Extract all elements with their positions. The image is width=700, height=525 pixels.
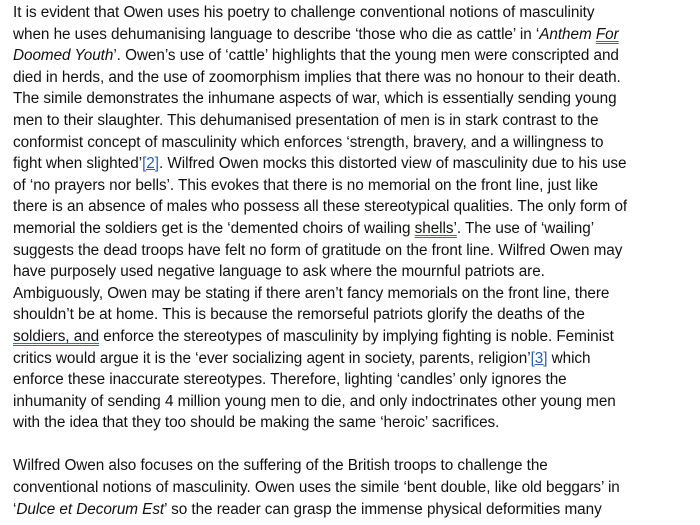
document-body — [13, 2, 697, 520]
text-line: The simile demonstrates the inhumane aspects of war, which is essentially sending young — [13, 90, 617, 108]
text-run: enforce the stereotypes of masculinity by implying fighting is noble. Feminist — [99, 327, 614, 345]
poem-title-doomed-youth: Doomed Youth — [13, 47, 114, 65]
text-line: inhumanity of sending 4 million young men to die, and only indoctrinates other young men — [13, 392, 616, 410]
text-run: memorial the soldiers get is the ‘demented choirs of wailing — [13, 219, 415, 237]
poem-title-anthem: Anthem — [539, 25, 596, 43]
text-line: with the idea that they too should be making the same ‘heroic’ sacrifices. — [13, 414, 500, 432]
text-line: Ambiguously, Owen may be stating if there aren’t fancy memorials on the front line, there — [13, 284, 610, 302]
grammar-flagged-word[interactable]: shells’ — [414, 219, 457, 237]
text-line: enforce these inaccurate stereotypes. Therefore, lighting ‘candles’ only ignores the — [13, 371, 567, 389]
text-run: which — [547, 349, 591, 367]
text-line — [13, 45, 697, 67]
text-run: when he uses dehumanising language to describe ‘those who die as cattle’ in ‘ — [13, 25, 540, 43]
text-run: . Wilfred Owen mocks this distorted view of masculinity due to his use — [158, 155, 627, 173]
footnote-link-2[interactable]: [2] — [142, 155, 159, 173]
text-line: men to their slaughter. This dehumanised presentation of men is in stark contrast to the — [13, 111, 599, 129]
text-line — [13, 153, 697, 175]
text-run: critics would argue it is the ‘ever socializing agent in society, parents, religion’ — [13, 349, 531, 367]
text-line: Wilfred Owen also focuses on the suffering of the British troops to challenge the — [13, 457, 548, 475]
text-run: ’. Owen’s use of ‘cattle’ highlights that the young men were conscripted and — [113, 47, 619, 65]
text-line: shouldn’t be at home. This is because the remorseful patriots glorify the deaths of the — [13, 306, 585, 324]
footnote-link-3[interactable]: [3] — [530, 349, 548, 367]
text-line: there is an absence of males who possess all these stereotypical qualities. The only form of — [13, 198, 628, 216]
text-line: of ‘no prayers nor bells’. This evokes that there is no memorial on the front line, just like — [13, 176, 599, 194]
text-line: died in herds, and the use of zoomorphism implies that there was no honour to their death. — [13, 68, 621, 86]
text-run: ‘ — [13, 500, 17, 518]
paragraph-spacer — [13, 434, 697, 456]
text-line — [13, 348, 697, 370]
text-line — [13, 218, 697, 240]
text-line: have purposely used negative language to ask where the mournful patriots are. — [13, 263, 545, 281]
text-line: It is evident that Owen uses his poetry to challenge conventional notions of masculinity — [13, 4, 595, 21]
poem-title-dulce: Dulce et Decorum Est — [16, 500, 165, 518]
grammar-flagged-word[interactable]: For — [595, 25, 619, 43]
grammar-flagged-phrase[interactable]: soldiers, and — [13, 327, 100, 345]
text-run: . The use of ‘wailing’ — [456, 219, 595, 237]
text-line — [13, 24, 697, 46]
text-line: suggests the dead troops have felt no form of gratitude on the front line. Wilfred Owen may — [13, 241, 623, 259]
text-line — [13, 499, 697, 521]
text-run: ’ so the reader can grasp the immense physical deformities many — [164, 500, 602, 518]
essay-paragraph-2 — [13, 455, 697, 520]
text-line: conventional notions of masculinity. Owen uses the simile ‘bent double, like old beggars’ in — [13, 479, 620, 497]
text-run: fight when slighted’ — [13, 155, 143, 173]
essay-paragraph-1 — [13, 2, 697, 434]
text-line: conformist concept of masculinity which enforces ‘strength, bravery, and a willingness to — [13, 133, 604, 151]
text-line — [13, 326, 697, 348]
